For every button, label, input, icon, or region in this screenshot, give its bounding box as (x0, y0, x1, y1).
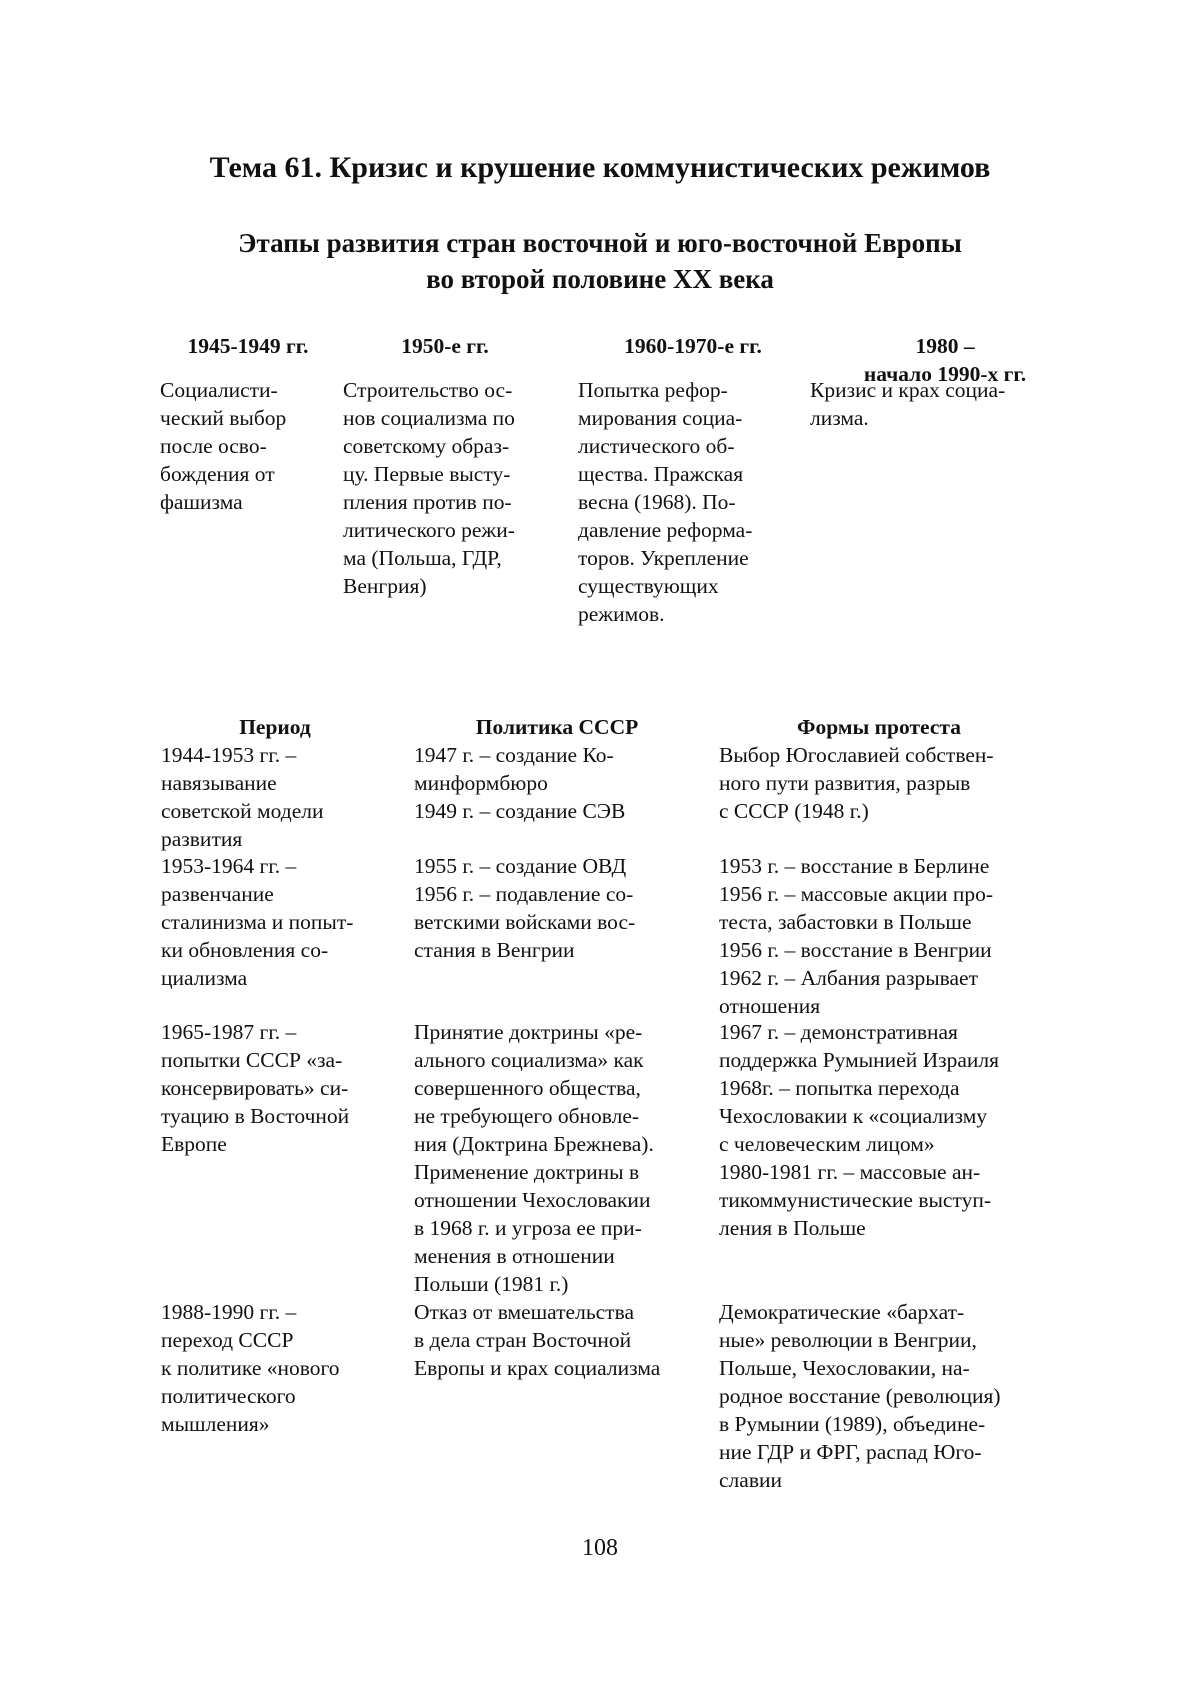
table-cell-period: 1965-1987 гг. – попытки СССР «за- консервировать» си- туацию в Восточной Европе (161, 1020, 350, 1156)
stage-description: Кризис и крах социа- лизма. (810, 378, 1006, 430)
section-subtitle-line-1: Этапы развития стран восточной и юго-восточной Европы (238, 228, 962, 258)
table-cell-period: 1953-1964 гг. – развенчание сталинизма и попыт- ки обновления со- циализма (161, 854, 354, 990)
stage-period: 1960-1970-е гг. (624, 334, 762, 358)
table-cell-protest: 1967 г. – демонстративная поддержка Румынией Израиля 1968г. – попытка перехода Чехословакии к «социализму с человеческим лицом» 1980-1981 гг. – массовые ан- тикоммунистические выступ- ления в Польше (719, 1020, 1000, 1240)
table-header-protest: Формы протеста (797, 715, 961, 739)
stage-description: Социалисти- ческий выбор после осво- бождения от фашизма (160, 378, 287, 514)
table-header-policy: Политика СССР (475, 715, 639, 739)
table-cell-policy: 1955 г. – создание ОВД 1956 г. – подавление со- ветскими войсками вос- стания в Венгрии (414, 854, 636, 962)
table-cell-policy: 1947 г. – создание Ко- минформбюро 1949 г. – создание СЭВ (414, 743, 626, 823)
page-number: 108 (582, 1535, 618, 1561)
section-subtitle (0, 225, 1200, 297)
table-cell-protest: Демократические «бархат- ные» революции в Венгрии, Польше, Чехословакии, на- родное восстание (революция) в Румынии (1989), объедине- ние ГДР и ФРГ, распад Юго- славии (719, 1300, 1001, 1492)
stage-description: Строительство ос- нов социализма по советскому образ- цу. Первые высту- пления против по- литического режи- ма (Польша, ГДР, Венгрия) (343, 378, 515, 598)
page-title: Тема 61. Кризис и крушение коммунистических режимов (209, 151, 991, 184)
table-cell-period: 1944-1953 гг. – навязывание советской модели развития (161, 743, 324, 851)
table-cell-protest: Выбор Югославией собствен- ного пути развития, разрыв с СССР (1948 г.) (719, 743, 994, 823)
stage-period: 1945-1949 гг. (187, 334, 309, 358)
table-cell-protest: 1953 г. – восстание в Берлине 1956 г. – массовые акции про- теста, забастовки в Польше 1956 г. – восстание в Венгрии 1962 г. – Албания разрывает отношения (719, 854, 994, 1018)
table-cell-policy: Отказ от вмешательства в дела стран Восточной Европы и крах социализма (414, 1300, 661, 1380)
stage-column-3 (578, 332, 788, 628)
section-subtitle-line-2: во второй половине XX века (426, 264, 774, 294)
stage-description: Попытка рефор- мирования социа- листического об- щества. Пражская весна (1968). По- давление реформа- торов. Укрепление существующих режимов. (578, 378, 753, 626)
table-cell-period: 1988-1990 гг. – переход СССР к политике «нового политического мышления» (161, 1300, 340, 1436)
stage-column-4 (810, 332, 1060, 432)
stage-column-2 (343, 332, 553, 600)
stage-period: 1950-е гг. (401, 334, 489, 358)
table-header-period: Период (239, 715, 311, 739)
stage-column-1 (160, 332, 330, 516)
stage-period: 1980 – начало 1990-х гг. (863, 334, 1027, 386)
table-cell-policy: Принятие доктрины «ре- ального социализма» как совершенного общества, не требующего обновле- ния (Доктрина Брежнева). Применение доктрины в отношении Чехословакии в 1968 г. и угроза ее при- менения в отношении Польши (1981 г.) (414, 1020, 654, 1296)
